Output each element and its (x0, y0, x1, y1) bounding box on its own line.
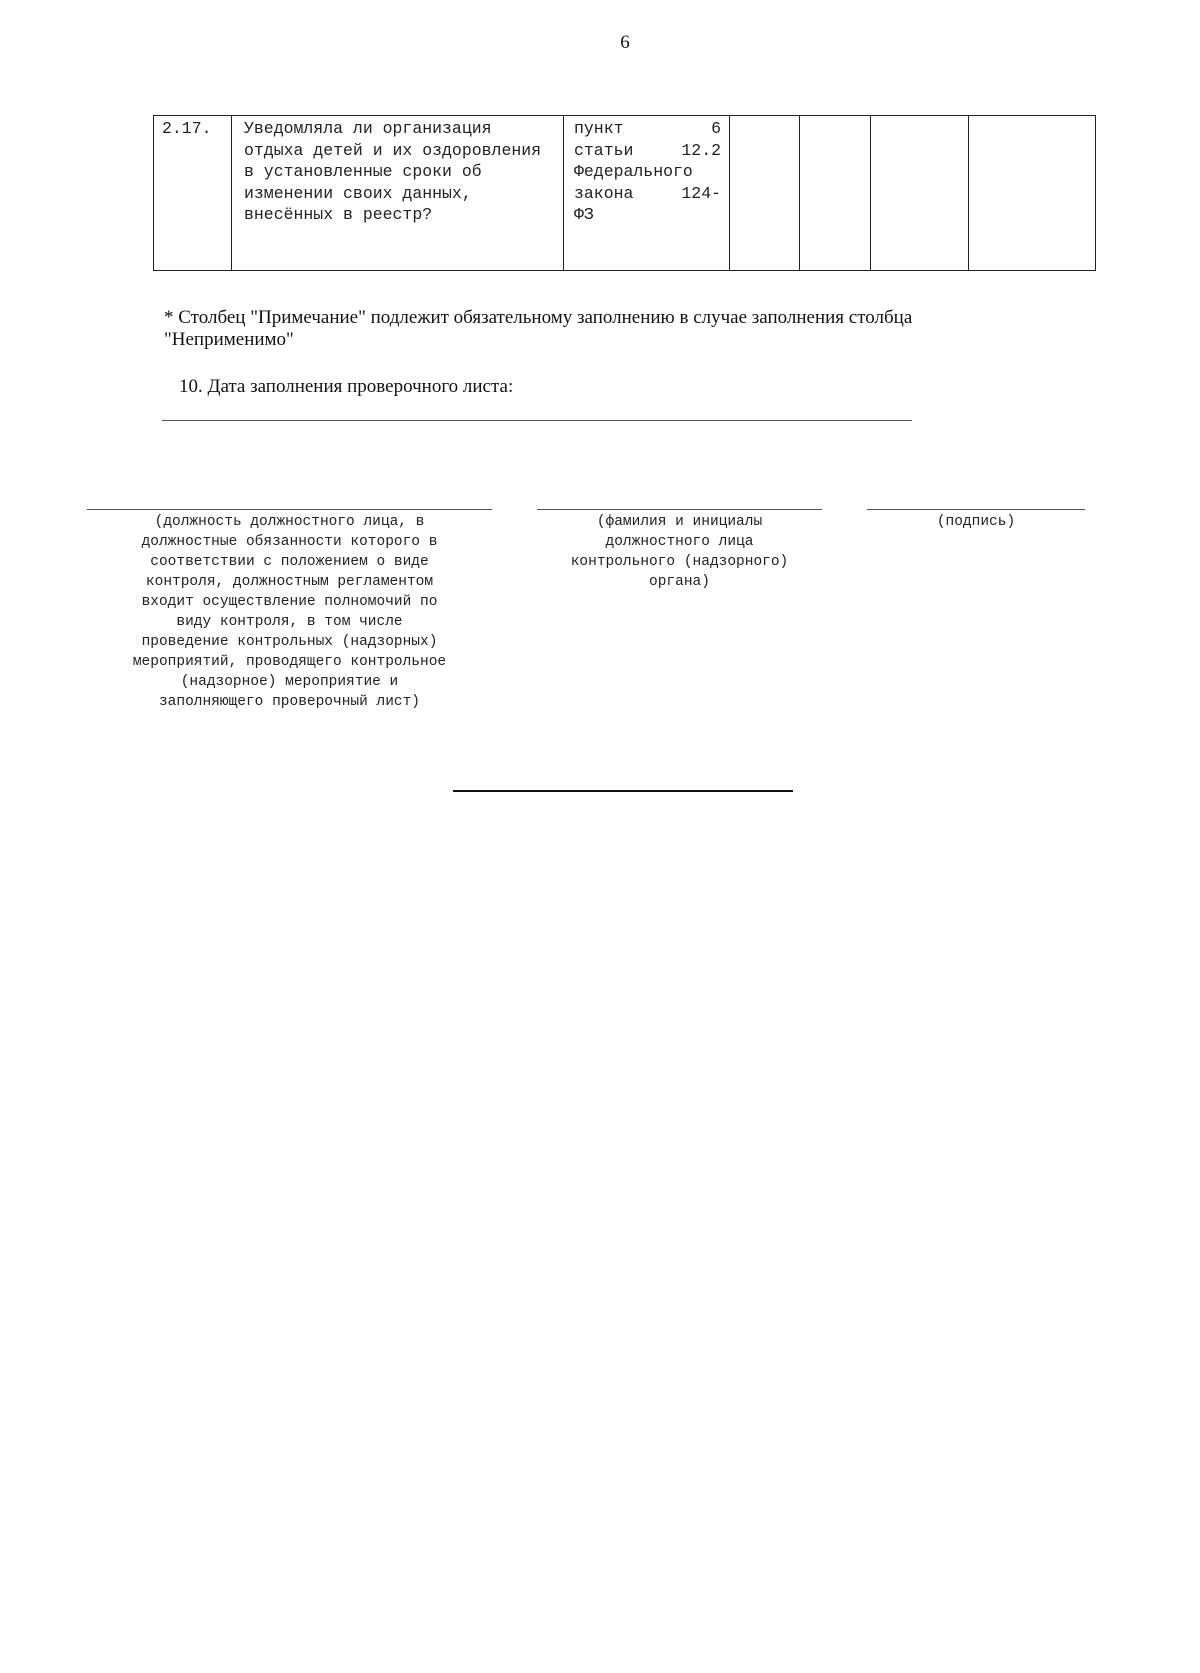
row-number: 2.17. (154, 116, 232, 271)
legal-reference-word: закона (574, 183, 634, 203)
page-number: 6 (620, 32, 630, 53)
fill-date-line[interactable] (162, 420, 912, 421)
official-position-caption: (должность должностного лица, в должностные обязанности которого в соответствии с положением о виде контроля, должностным регламентом входит осуществление полномочий по виду контроля, в том числе проведение контрольных (надзорных) мероприятий, проводящего контрольное (надзорное) мероприятие и заполняющего проверочный лист) (132, 514, 447, 710)
signature-line[interactable] (867, 509, 1085, 510)
legal-reference-line (574, 183, 721, 205)
table-row (154, 116, 1096, 271)
legal-reference-word: 6 (711, 119, 721, 138)
footnote: * Столбец "Примечание" подлежит обязательному заполнению в случае заполнения столбца "Неприменимо" (164, 307, 913, 350)
end-of-document-divider (453, 790, 793, 792)
official-name-line[interactable] (537, 509, 822, 510)
answer-yes-cell[interactable] (730, 116, 800, 271)
legal-reference-line (574, 118, 721, 140)
official-position-line[interactable] (87, 509, 492, 510)
checklist-table (153, 115, 1096, 271)
legal-reference-word: Федерального (574, 162, 693, 181)
legal-reference-line (574, 140, 721, 162)
requirement-question: Уведомляла ли организация отдыха детей и их оздоровления в установленные сроки об изменении своих данных, внесённых в реестр? (232, 116, 564, 271)
official-name-caption: (фамилия и инициалы должностного лица контрольного (надзорного) органа) (570, 514, 789, 590)
legal-reference-line (574, 204, 721, 226)
legal-reference-word: статьи (574, 140, 634, 160)
note-cell[interactable] (969, 116, 1096, 271)
legal-reference-word: пункт (574, 119, 624, 138)
legal-reference-word: ФЗ (574, 205, 594, 224)
legal-reference-line (574, 161, 721, 183)
not-applicable-cell[interactable] (871, 116, 969, 271)
legal-reference-word: 12.2 (681, 140, 721, 160)
fill-date-label: 10. Дата заполнения проверочного листа: (179, 376, 514, 397)
answer-no-cell[interactable] (800, 116, 871, 271)
signature-caption: (подпись) (936, 514, 1016, 530)
legal-reference-word: 124- (681, 183, 721, 203)
legal-reference (564, 116, 730, 271)
